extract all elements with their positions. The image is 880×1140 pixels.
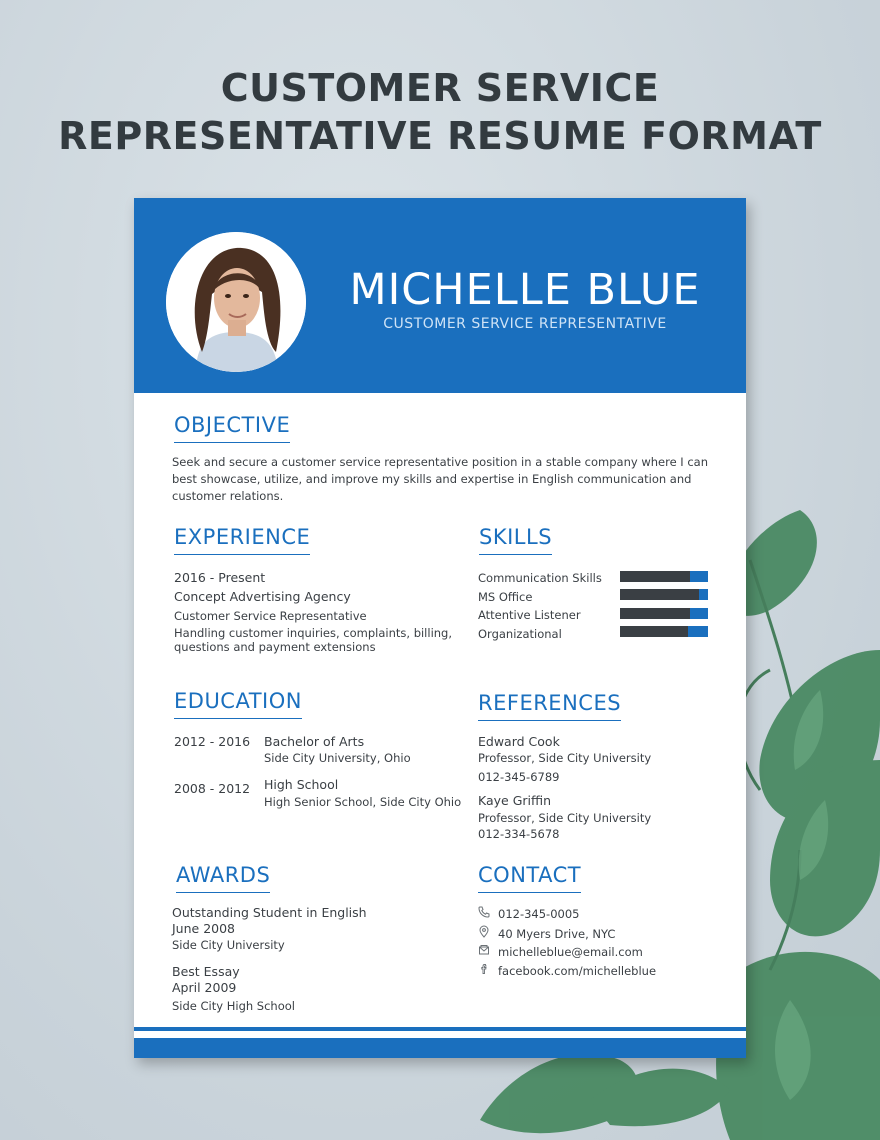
- award-date-2: April 2009: [172, 980, 237, 995]
- skill-level-fill: [690, 571, 708, 582]
- reference-phone-1: 012-345-6789: [478, 770, 560, 784]
- award-name-2: Best Essay: [172, 964, 240, 979]
- contact-phone: 012-345-0005: [498, 907, 580, 921]
- skill-level-bar: [620, 626, 708, 637]
- education-degree-2: High School: [264, 777, 339, 792]
- reference-phone-2: 012-334-5678: [478, 827, 560, 841]
- candidate-name: MICHELLE BLUE: [349, 265, 701, 315]
- objective-text: Seek and secure a customer service representative position in a stable company where I can best showcase, utilize, and improve my skills and expertise in English communication and customer relations.: [172, 455, 709, 503]
- skill-level-bar: [620, 608, 708, 619]
- candidate-role: CUSTOMER SERVICE REPRESENTATIVE: [383, 316, 667, 332]
- contact-facebook: facebook.com/michelleblue: [498, 964, 657, 978]
- award-org-1: Side City University: [172, 938, 285, 952]
- experience-heading: EXPERIENCE: [174, 524, 310, 555]
- footer-thick-stripe: [134, 1038, 746, 1058]
- objective-heading: OBJECTIVE: [174, 412, 290, 443]
- phone-icon: [478, 906, 490, 920]
- footer-thin-stripe: [134, 1027, 746, 1031]
- headline-line-2: REPRESENTATIVE RESUME FORMAT: [58, 114, 822, 158]
- references-heading: REFERENCES: [478, 690, 621, 721]
- award-org-2: Side City High School: [172, 999, 295, 1013]
- reference-name-2: Kaye Griffin: [478, 793, 552, 808]
- profile-photo: [166, 232, 306, 372]
- experience-company: Concept Advertising Agency: [174, 589, 351, 604]
- headline-line-1: CUSTOMER SERVICE: [220, 66, 660, 110]
- page-headline: [0, 64, 880, 160]
- contact-address: 40 Myers Drive, NYC: [498, 927, 616, 941]
- reference-name-1: Edward Cook: [478, 734, 560, 749]
- reference-title-1: Professor, Side City University: [478, 751, 652, 765]
- location-pin-icon: [478, 925, 490, 939]
- awards-heading: AWARDS: [176, 862, 270, 893]
- education-degree-1: Bachelor of Arts: [264, 734, 365, 749]
- award-date-1: June 2008: [172, 921, 236, 936]
- skill-label: Organizational: [478, 627, 562, 641]
- reference-title-2: Professor, Side City University: [478, 811, 652, 825]
- education-school-1: Side City University, Ohio: [264, 751, 411, 765]
- experience-duty-line-2: questions and payment extensions: [174, 640, 376, 654]
- skills-heading: SKILLS: [479, 524, 552, 555]
- education-heading: EDUCATION: [174, 688, 302, 719]
- experience-position: Customer Service Representative: [174, 609, 367, 623]
- facebook-icon: [478, 963, 490, 977]
- skill-level-fill: [690, 608, 708, 619]
- contact-email: michelleblue@email.com: [498, 945, 643, 959]
- skill-level-bar: [620, 589, 708, 600]
- profile-photo-illustration: [166, 232, 306, 372]
- skill-label: Attentive Listener: [478, 608, 581, 622]
- email-icon: [478, 944, 490, 958]
- skill-label: MS Office: [478, 590, 533, 604]
- education-years-1: 2012 - 2016: [174, 734, 251, 749]
- award-name-1: Outstanding Student in English: [172, 905, 367, 920]
- skill-label: Communication Skills: [478, 571, 602, 585]
- resume-sheet: [134, 198, 746, 1058]
- experience-duty-line-1: Handling customer inquiries, complaints, billing,: [174, 626, 453, 640]
- skill-level-fill: [688, 626, 708, 637]
- skill-level-bar: [620, 571, 708, 582]
- skill-level-fill: [699, 589, 708, 600]
- education-years-2: 2008 - 2012: [174, 781, 251, 796]
- experience-period: 2016 - Present: [174, 570, 266, 585]
- education-school-2: High Senior School, Side City Ohio: [264, 795, 462, 809]
- contact-heading: CONTACT: [478, 862, 581, 893]
